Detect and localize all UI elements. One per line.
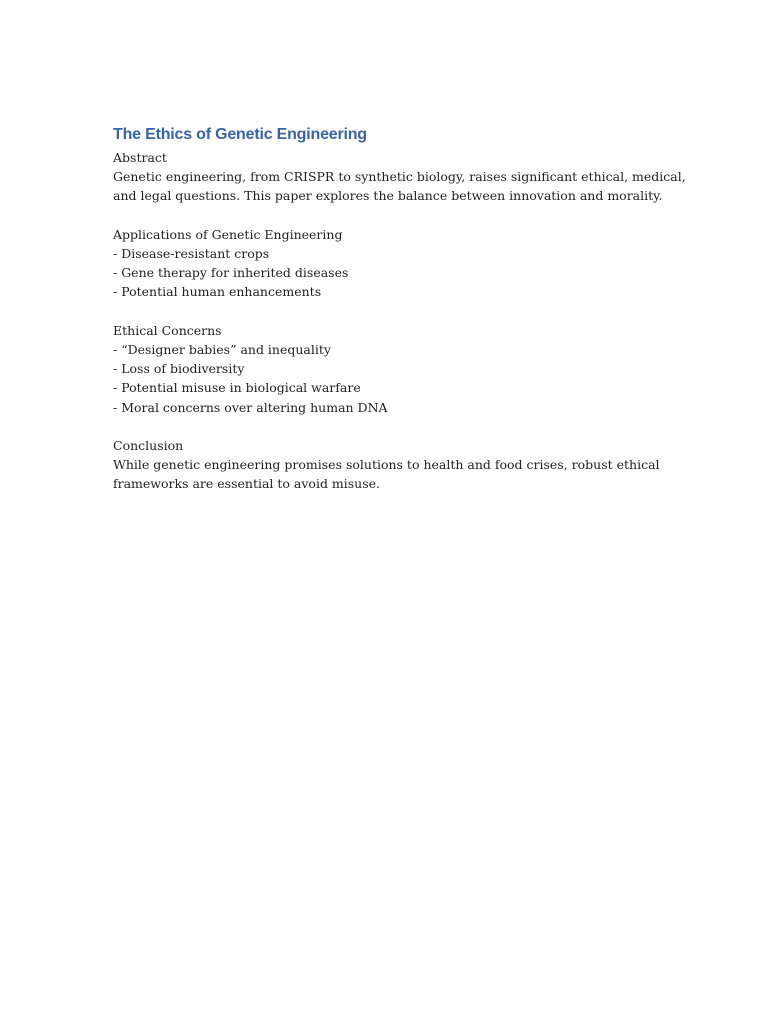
list-item: - Gene therapy for inherited diseases [113, 265, 349, 281]
list-item: - Moral concerns over altering human DNA [113, 399, 388, 415]
document-page [113, 124, 686, 513]
list-item: - Loss of biodiversity [113, 361, 245, 377]
abstract-line: Genetic engineering, from CRISPR to synthetic biology, raises significant ethical, medical, [113, 169, 686, 185]
list-item: - Disease-resistant crops [113, 246, 270, 261]
list-item: - Potential misuse in biological warfare [113, 380, 361, 396]
applications-heading: Applications of Genetic Engineering [113, 226, 343, 242]
conclusion-line: While genetic engineering promises solutions to health and food crises, robust ethical [113, 457, 660, 473]
list-item: - Potential human enhancements [113, 284, 322, 300]
abstract-heading: Abstract [113, 150, 167, 165]
concerns-heading: Ethical Concerns [113, 322, 222, 338]
abstract-line: and legal questions. This paper explores the balance between innovation and morality. [113, 188, 663, 204]
conclusion-heading: Conclusion [113, 438, 184, 453]
conclusion-section [113, 436, 660, 494]
list-item: - “Designer babies” and inequality [113, 342, 331, 357]
abstract-section [113, 148, 686, 206]
applications-section [113, 225, 653, 302]
concerns-section [113, 321, 653, 417]
document-title: The Ethics of Genetic Engineering [113, 126, 367, 143]
conclusion-line: frameworks are essential to avoid misuse. [113, 476, 381, 492]
